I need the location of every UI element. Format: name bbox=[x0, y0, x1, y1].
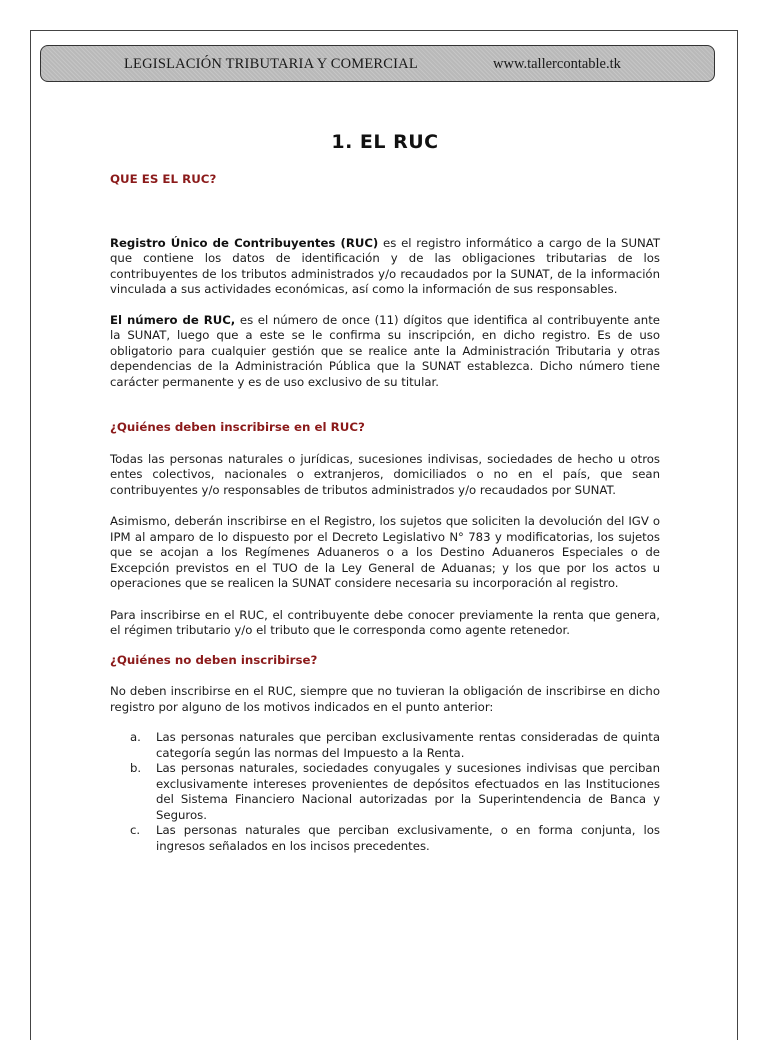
paragraph-bold-lead: El número de RUC, bbox=[110, 312, 236, 327]
document-title: 1. EL RUC bbox=[331, 131, 439, 153]
header-title: LEGISLACIÓN TRIBUTARIA Y COMERCIAL bbox=[124, 56, 418, 72]
list-item-text: Las personas naturales, sociedades conyugales y sucesiones indivisas que perciban exclusivamente intereses provenientes de depósitos efectuados en las Instituciones del Sistema Financiero Nacional autorizadas por la Superintendencia de Banca y Seguros. bbox=[156, 761, 660, 822]
list-item bbox=[110, 730, 660, 761]
paragraph-bold-lead: Registro Único de Contribuyentes (RUC) bbox=[110, 235, 379, 250]
paragraph-todas-personas: Todas las personas naturales o jurídicas, sucesiones indivisas, sociedades de hecho u otros entes colectivos, nacionales o extranjeros, domiciliados o no en el país, que sean contribuyentes y/o responsables de tributos administrados y/o recaudados por SUNAT. bbox=[110, 451, 660, 497]
exclusion-list bbox=[110, 730, 660, 854]
paragraph-asimismo: Asimismo, deberán inscribirse en el Registro, los sujetos que soliciten la devolución del IGV o IPM al amparo de lo dispuesto por el Decreto Legislativo N° 783 y modificatorias, los sujetos que se acojan a los Regímenes Aduaneros o a los Destino Aduaneros Especiales o de Excepción previstos en el TUO de la Ley General de Aduanas; y los que por los actos u operaciones que se realicen la SUNAT considere necesaria su incorporación al registro. bbox=[110, 514, 660, 590]
list-marker: c. bbox=[130, 823, 141, 837]
paragraph-text: es el número de once (11) dígitos que identifica al contribuyente ante la SUNAT, luego que a este se le confirma su inscripción, en dicho registro. Es de uso obligatorio para cualquier gestión que se realice ante la Administración Tributaria y otras dependencias de la Administración Pública que la SUNAT establezca. Dicho número tiene carácter permanente y es de uso exclusivo de su titular. bbox=[110, 312, 660, 389]
paragraph-text: es el registro informático a cargo de la SUNAT que contiene los datos de identificación y de las obligaciones tributarias de los contribuyentes de los tributos administrados y/o recaudados por la SUNAT, de la información vinculada a sus actividades económicas, así como la información de sus responsables. bbox=[110, 235, 660, 296]
header-url: www.tallercontable.tk bbox=[493, 56, 621, 72]
page-header bbox=[40, 45, 715, 82]
list-item-text: Las personas naturales que perciban exclusivamente rentas consideradas de quinta categoría según las normas del Impuesto a la Renta. bbox=[156, 730, 660, 760]
list-item-text: Las personas naturales que perciban exclusivamente, o en forma conjunta, los ingresos señalados en los incisos precedentes. bbox=[156, 823, 660, 853]
section-heading-que-es: QUE ES EL RUC? bbox=[110, 172, 217, 186]
list-item bbox=[110, 823, 660, 854]
section-heading-quienes-deben: ¿Quiénes deben inscribirse en el RUC? bbox=[110, 420, 365, 434]
paragraph-para-inscribirse: Para inscribirse en el RUC, el contribuyente debe conocer previamente la renta que genera, el régimen tributario y/o el tributo que le corresponda como agente retenedor. bbox=[110, 607, 660, 637]
list-marker: b. bbox=[130, 761, 142, 775]
paragraph-numero-ruc bbox=[110, 313, 660, 391]
document-body bbox=[110, 128, 660, 854]
paragraph-registro-unico bbox=[110, 236, 660, 298]
list-item bbox=[110, 761, 660, 823]
section-heading-no-deben: ¿Quiénes no deben inscribirse? bbox=[110, 652, 318, 667]
paragraph-no-deben: No deben inscribirse en el RUC, siempre que no tuvieran la obligación de inscribirse en dicho registro por alguno de los motivos indicados en el punto anterior: bbox=[110, 684, 660, 714]
list-marker: a. bbox=[130, 730, 141, 744]
